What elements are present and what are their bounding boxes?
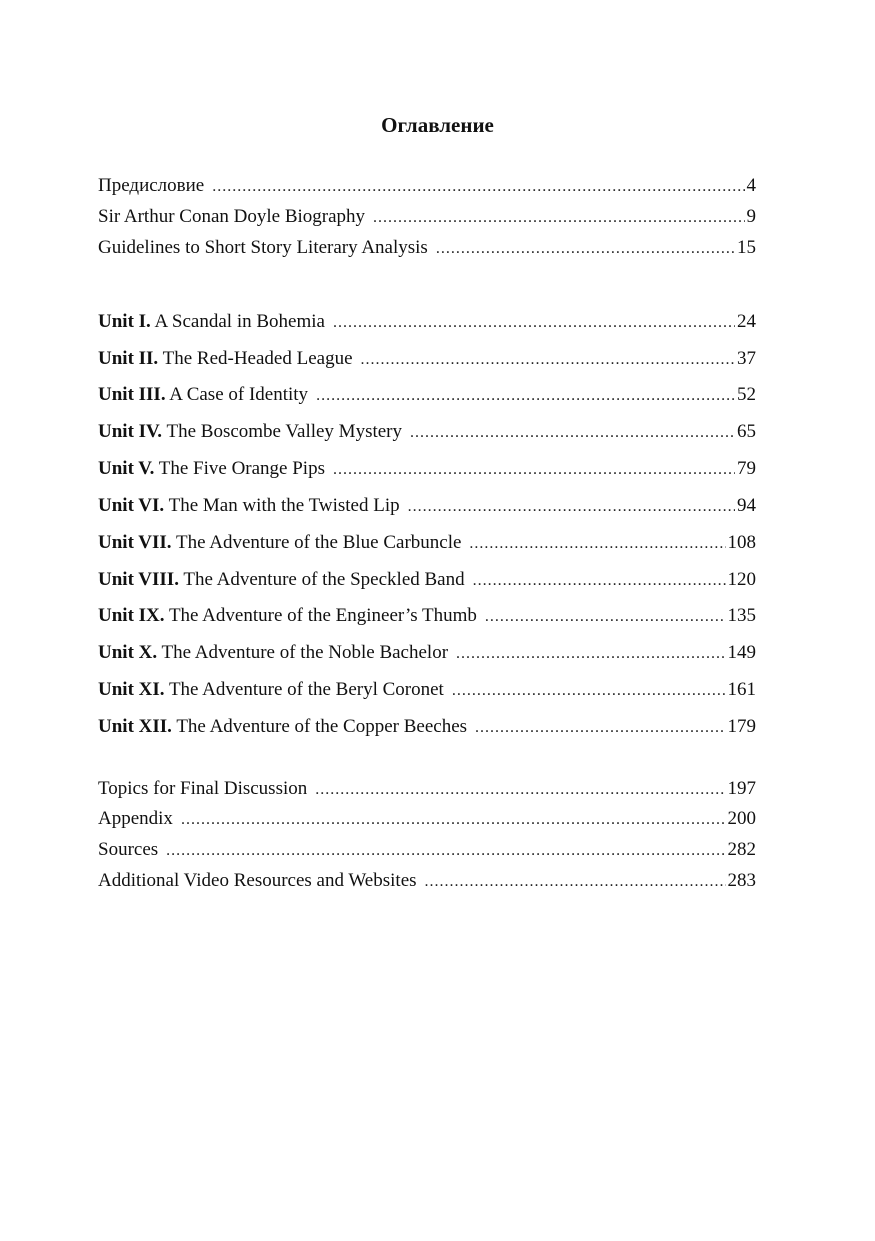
toc-entry-label: Sir Arthur Conan Doyle Biography <box>98 206 366 227</box>
toc-entry-front-2[interactable] <box>98 236 756 261</box>
toc-entry-label <box>98 715 467 739</box>
toc-entry-back-1[interactable] <box>98 807 756 832</box>
toc-entry-page: 4 <box>746 175 756 196</box>
toc-entry-unit-10[interactable] <box>98 641 756 666</box>
dot-leader <box>333 311 735 335</box>
toc-entry-back-3[interactable] <box>98 869 756 894</box>
unit-title: The Red-Headed League <box>162 348 353 369</box>
unit-number: Unit IX. <box>98 605 165 626</box>
toc-entry-page: 108 <box>727 532 756 553</box>
dot-leader <box>316 384 735 408</box>
unit-title: The Adventure of the Beryl Coronet <box>168 679 444 700</box>
dot-leader <box>166 839 725 863</box>
dot-leader <box>410 421 735 445</box>
unit-number: Unit VIII. <box>98 569 179 590</box>
toc-entry-page: 52 <box>737 384 756 405</box>
dot-leader <box>469 532 725 556</box>
dot-leader <box>315 778 725 802</box>
dot-leader <box>475 716 725 740</box>
dot-leader <box>473 569 726 593</box>
dot-leader <box>373 206 744 230</box>
toc-entry-page: 9 <box>746 206 756 227</box>
toc-entry-label <box>98 568 465 592</box>
toc-entry-page: 283 <box>727 870 756 891</box>
dot-leader <box>212 175 744 199</box>
toc-entry-page: 37 <box>737 348 756 369</box>
dot-leader <box>408 495 735 519</box>
toc-entry-page: 161 <box>727 679 756 700</box>
dot-leader <box>485 605 726 629</box>
toc-entry-label: Topics for Final Discussion <box>98 778 308 799</box>
toc-entry-label <box>98 604 477 628</box>
toc-entry-unit-11[interactable] <box>98 678 756 703</box>
unit-title: The Adventure of the Blue Carbuncle <box>175 532 462 553</box>
toc-entry-unit-12[interactable] <box>98 715 756 740</box>
unit-number: Unit II. <box>98 348 159 369</box>
unit-title: The Man with the Twisted Lip <box>168 495 400 516</box>
unit-title: The Adventure of the Engineer’s Thumb <box>168 605 477 626</box>
toc-entry-page: 65 <box>737 421 756 442</box>
toc-entry-back-2[interactable] <box>98 838 756 863</box>
unit-number: Unit V. <box>98 458 155 479</box>
unit-title: The Adventure of the Noble Bachelor <box>161 642 449 663</box>
toc-entry-label: Sources <box>98 839 159 860</box>
unit-number: Unit III. <box>98 384 166 405</box>
dot-leader <box>425 870 726 894</box>
toc-entry-unit-1[interactable] <box>98 310 756 335</box>
unit-number: Unit IV. <box>98 421 163 442</box>
dot-leader <box>333 458 735 482</box>
unit-title: A Case of Identity <box>169 384 309 405</box>
toc-entry-label <box>98 641 448 665</box>
unit-number: Unit XII. <box>98 716 172 737</box>
toc-entry-front-0[interactable] <box>98 174 756 199</box>
dot-leader <box>456 642 725 666</box>
dot-leader <box>452 679 726 703</box>
unit-number: Unit I. <box>98 311 151 332</box>
toc-entry-label: Предисловие <box>98 175 205 196</box>
unit-title: The Five Orange Pips <box>158 458 325 479</box>
unit-number: Unit XI. <box>98 679 165 700</box>
toc-entry-label: Guidelines to Short Story Literary Analysis <box>98 237 428 258</box>
toc-entry-unit-5[interactable] <box>98 457 756 482</box>
toc-entry-page: 24 <box>737 311 756 332</box>
toc-entry-unit-2[interactable] <box>98 347 756 372</box>
toc-entry-label: Appendix <box>98 808 173 829</box>
toc-entry-page: 200 <box>727 808 756 829</box>
toc-entry-label <box>98 310 325 334</box>
unit-title: A Scandal in Bohemia <box>154 311 325 332</box>
toc-entry-unit-6[interactable] <box>98 494 756 519</box>
unit-number: Unit VII. <box>98 532 172 553</box>
toc-entry-label <box>98 457 325 481</box>
toc-entry-page: 94 <box>737 495 756 516</box>
unit-number: Unit X. <box>98 642 158 663</box>
unit-title: The Boscombe Valley Mystery <box>166 421 403 442</box>
dot-leader <box>361 348 735 372</box>
toc-entry-front-1[interactable] <box>98 205 756 230</box>
toc-entry-label: Additional Video Resources and Websites <box>98 870 417 891</box>
toc-entry-page: 149 <box>727 642 756 663</box>
toc-entry-unit-9[interactable] <box>98 604 756 629</box>
toc-entry-label <box>98 531 461 555</box>
toc-entry-unit-7[interactable] <box>98 531 756 556</box>
page-title: Оглавление <box>381 113 494 137</box>
toc-entry-unit-8[interactable] <box>98 568 756 593</box>
toc-entry-label <box>98 494 400 518</box>
toc-entry-page: 79 <box>737 458 756 479</box>
unit-title: The Adventure of the Copper Beeches <box>176 716 468 737</box>
dot-leader <box>181 808 726 832</box>
toc-entry-page: 197 <box>727 778 756 799</box>
unit-number: Unit VI. <box>98 495 165 516</box>
toc-entry-page: 282 <box>727 839 756 860</box>
toc-entry-label <box>98 678 444 702</box>
toc-entry-label <box>98 347 353 371</box>
toc-entry-label <box>98 383 308 407</box>
toc-entry-page: 179 <box>727 716 756 737</box>
toc-entry-page: 15 <box>737 237 756 258</box>
dot-leader <box>436 237 735 261</box>
toc-entry-unit-4[interactable] <box>98 420 756 445</box>
toc-entry-back-0[interactable] <box>98 777 756 802</box>
toc-entry-unit-3[interactable] <box>98 383 756 408</box>
unit-title: The Adventure of the Speckled Band <box>183 569 465 590</box>
toc-entry-page: 120 <box>727 569 756 590</box>
toc-entry-page: 135 <box>727 605 756 626</box>
toc-entry-label <box>98 420 402 444</box>
